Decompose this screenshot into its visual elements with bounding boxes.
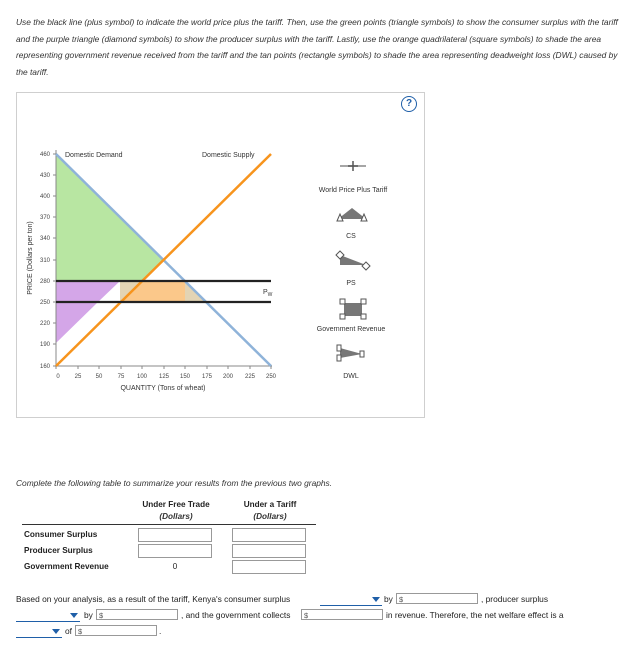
legend-government-revenue[interactable]	[340, 299, 366, 319]
help-icon[interactable]: ?	[401, 96, 417, 112]
y-tick-label: 460	[39, 152, 50, 158]
analysis-gov-collects: , and the government collects	[181, 610, 291, 620]
legend-ps[interactable]	[336, 251, 370, 270]
legend-world-price-plus-tariff-label: World Price Plus Tariff	[318, 187, 388, 194]
y-tick-label: 220	[39, 321, 50, 327]
column-tariff-sub: (Dollars)	[253, 512, 287, 521]
x-tick-label: 150	[179, 374, 191, 380]
y-tick-label: 370	[39, 215, 50, 221]
y-axis-ticks	[40, 152, 56, 370]
legend-dwl-label: DWL	[343, 373, 359, 380]
square-icon	[361, 299, 366, 304]
column-free-trade-title: Under Free Trade	[142, 500, 210, 509]
cs-area-lower[interactable]	[56, 260, 164, 281]
y-tick-label: 430	[39, 173, 50, 179]
square-icon	[361, 314, 366, 319]
net-welfare-dropdown[interactable]	[16, 626, 62, 638]
instructions: Use the black line (plus symbol) to indicate the world price plus the tariff. Then, use the green points (triangle symbols) to show the consumer surplus with the tariff and the purple triangle (diamond symbols) to show the producer surplus with the tariff. Lastly, use the orange quadrilateral (square symbols) to shade the area representing government revenue received from the tariff and the tan points (rectangle symbols) to shade the area representing deadweight loss (DWL) caused by the tariff.	[16, 17, 618, 77]
cs-change-dropdown[interactable]	[320, 594, 382, 606]
analysis-by-1: by	[384, 594, 393, 604]
table-intro: Complete the following table to summarize your results from the previous two graphs.	[16, 478, 333, 488]
y-tick-label: 400	[39, 194, 50, 200]
y-tick-label: 190	[39, 342, 50, 348]
x-tick-label: 250	[265, 374, 277, 380]
cs-tariff-input[interactable]	[232, 528, 306, 542]
y-tick-label: 310	[39, 258, 50, 264]
diamond-icon	[362, 262, 370, 270]
dwl-shape	[340, 348, 362, 358]
y-tick-label: 340	[39, 236, 50, 242]
y-tick-label: 160	[39, 364, 50, 370]
diamond-shape	[340, 255, 366, 265]
x-tick-label: 125	[158, 374, 170, 380]
x-tick-label: 175	[201, 374, 213, 380]
y-tick-label: 280	[39, 279, 50, 285]
gov-tariff-input[interactable]	[232, 560, 306, 574]
pw-label-main: P	[263, 289, 268, 296]
pw-label-sub: W	[267, 292, 273, 298]
triangle-icon	[338, 208, 366, 219]
supply-label: Domestic Supply	[202, 152, 255, 159]
chevron-down-icon	[70, 613, 78, 618]
table-divider	[22, 524, 316, 525]
ps-area[interactable]	[56, 281, 120, 302]
x-tick-label: 75	[117, 374, 125, 380]
x-axis-label: QUANTITY (Tons of wheat)	[120, 385, 206, 392]
analysis-by-2: by	[84, 610, 93, 620]
cs-change-amount-input[interactable]: $	[396, 593, 478, 604]
legend-dwl[interactable]	[337, 345, 364, 361]
rectangle-icon	[360, 351, 364, 357]
square-icon	[340, 314, 345, 319]
gov-free-trade-value: 0	[172, 562, 178, 571]
x-tick-label: 50	[95, 374, 103, 380]
cs-free-trade-input[interactable]	[138, 528, 212, 542]
legend-cs-label: CS	[346, 233, 356, 240]
x-tick-label: 200	[222, 374, 234, 380]
ps-free-trade-input[interactable]	[138, 544, 212, 558]
y-tick-label: 250	[39, 300, 50, 306]
analysis-of: of	[65, 626, 72, 636]
ps-area-triangle[interactable]	[56, 302, 98, 343]
x-axis-ticks	[56, 366, 277, 380]
gov-collects-amount-input[interactable]: $	[301, 609, 383, 620]
legend-ps-label: PS	[346, 280, 356, 287]
row-government-revenue: Government Revenue	[24, 562, 109, 571]
analysis-in-revenue: in revenue. Therefore, the net welfare effect is a	[386, 610, 564, 620]
rectangle-icon	[337, 355, 341, 361]
column-tariff	[222, 499, 318, 523]
demand-label: Domestic Demand	[65, 152, 123, 159]
analysis-part1: Based on your analysis, as a result of the tariff, Kenya's consumer surplus	[16, 594, 291, 604]
ps-change-amount-input[interactable]: $	[96, 609, 178, 620]
analysis-producer-surplus: , producer surplus	[481, 594, 549, 604]
legend-cs[interactable]	[337, 208, 367, 221]
ps-tariff-input[interactable]	[232, 544, 306, 558]
ps-change-dropdown[interactable]	[16, 610, 80, 622]
column-free-trade	[128, 499, 224, 523]
x-tick-label: 0	[56, 374, 60, 380]
rectangle-icon	[337, 345, 341, 351]
column-free-trade-sub: (Dollars)	[159, 512, 193, 521]
x-tick-label: 225	[244, 374, 256, 380]
y-axis-label: PRICE (Dollars per ton)	[27, 221, 34, 295]
row-consumer-surplus: Consumer Surplus	[24, 530, 98, 539]
chevron-down-icon	[372, 597, 380, 602]
pw-label	[263, 289, 273, 298]
chevron-down-icon	[52, 629, 60, 634]
analysis-period: .	[159, 626, 162, 636]
quad-shape	[344, 303, 362, 316]
row-producer-surplus: Producer Surplus	[24, 546, 93, 555]
square-icon	[340, 299, 345, 304]
legend-world-price-plus-tariff[interactable]	[340, 161, 366, 171]
x-tick-label: 25	[74, 374, 82, 380]
column-tariff-title: Under a Tariff	[243, 500, 297, 509]
net-welfare-amount-input[interactable]: $	[75, 625, 157, 636]
x-tick-label: 100	[136, 374, 148, 380]
legend-government-revenue-label: Government Revenue	[316, 326, 386, 333]
